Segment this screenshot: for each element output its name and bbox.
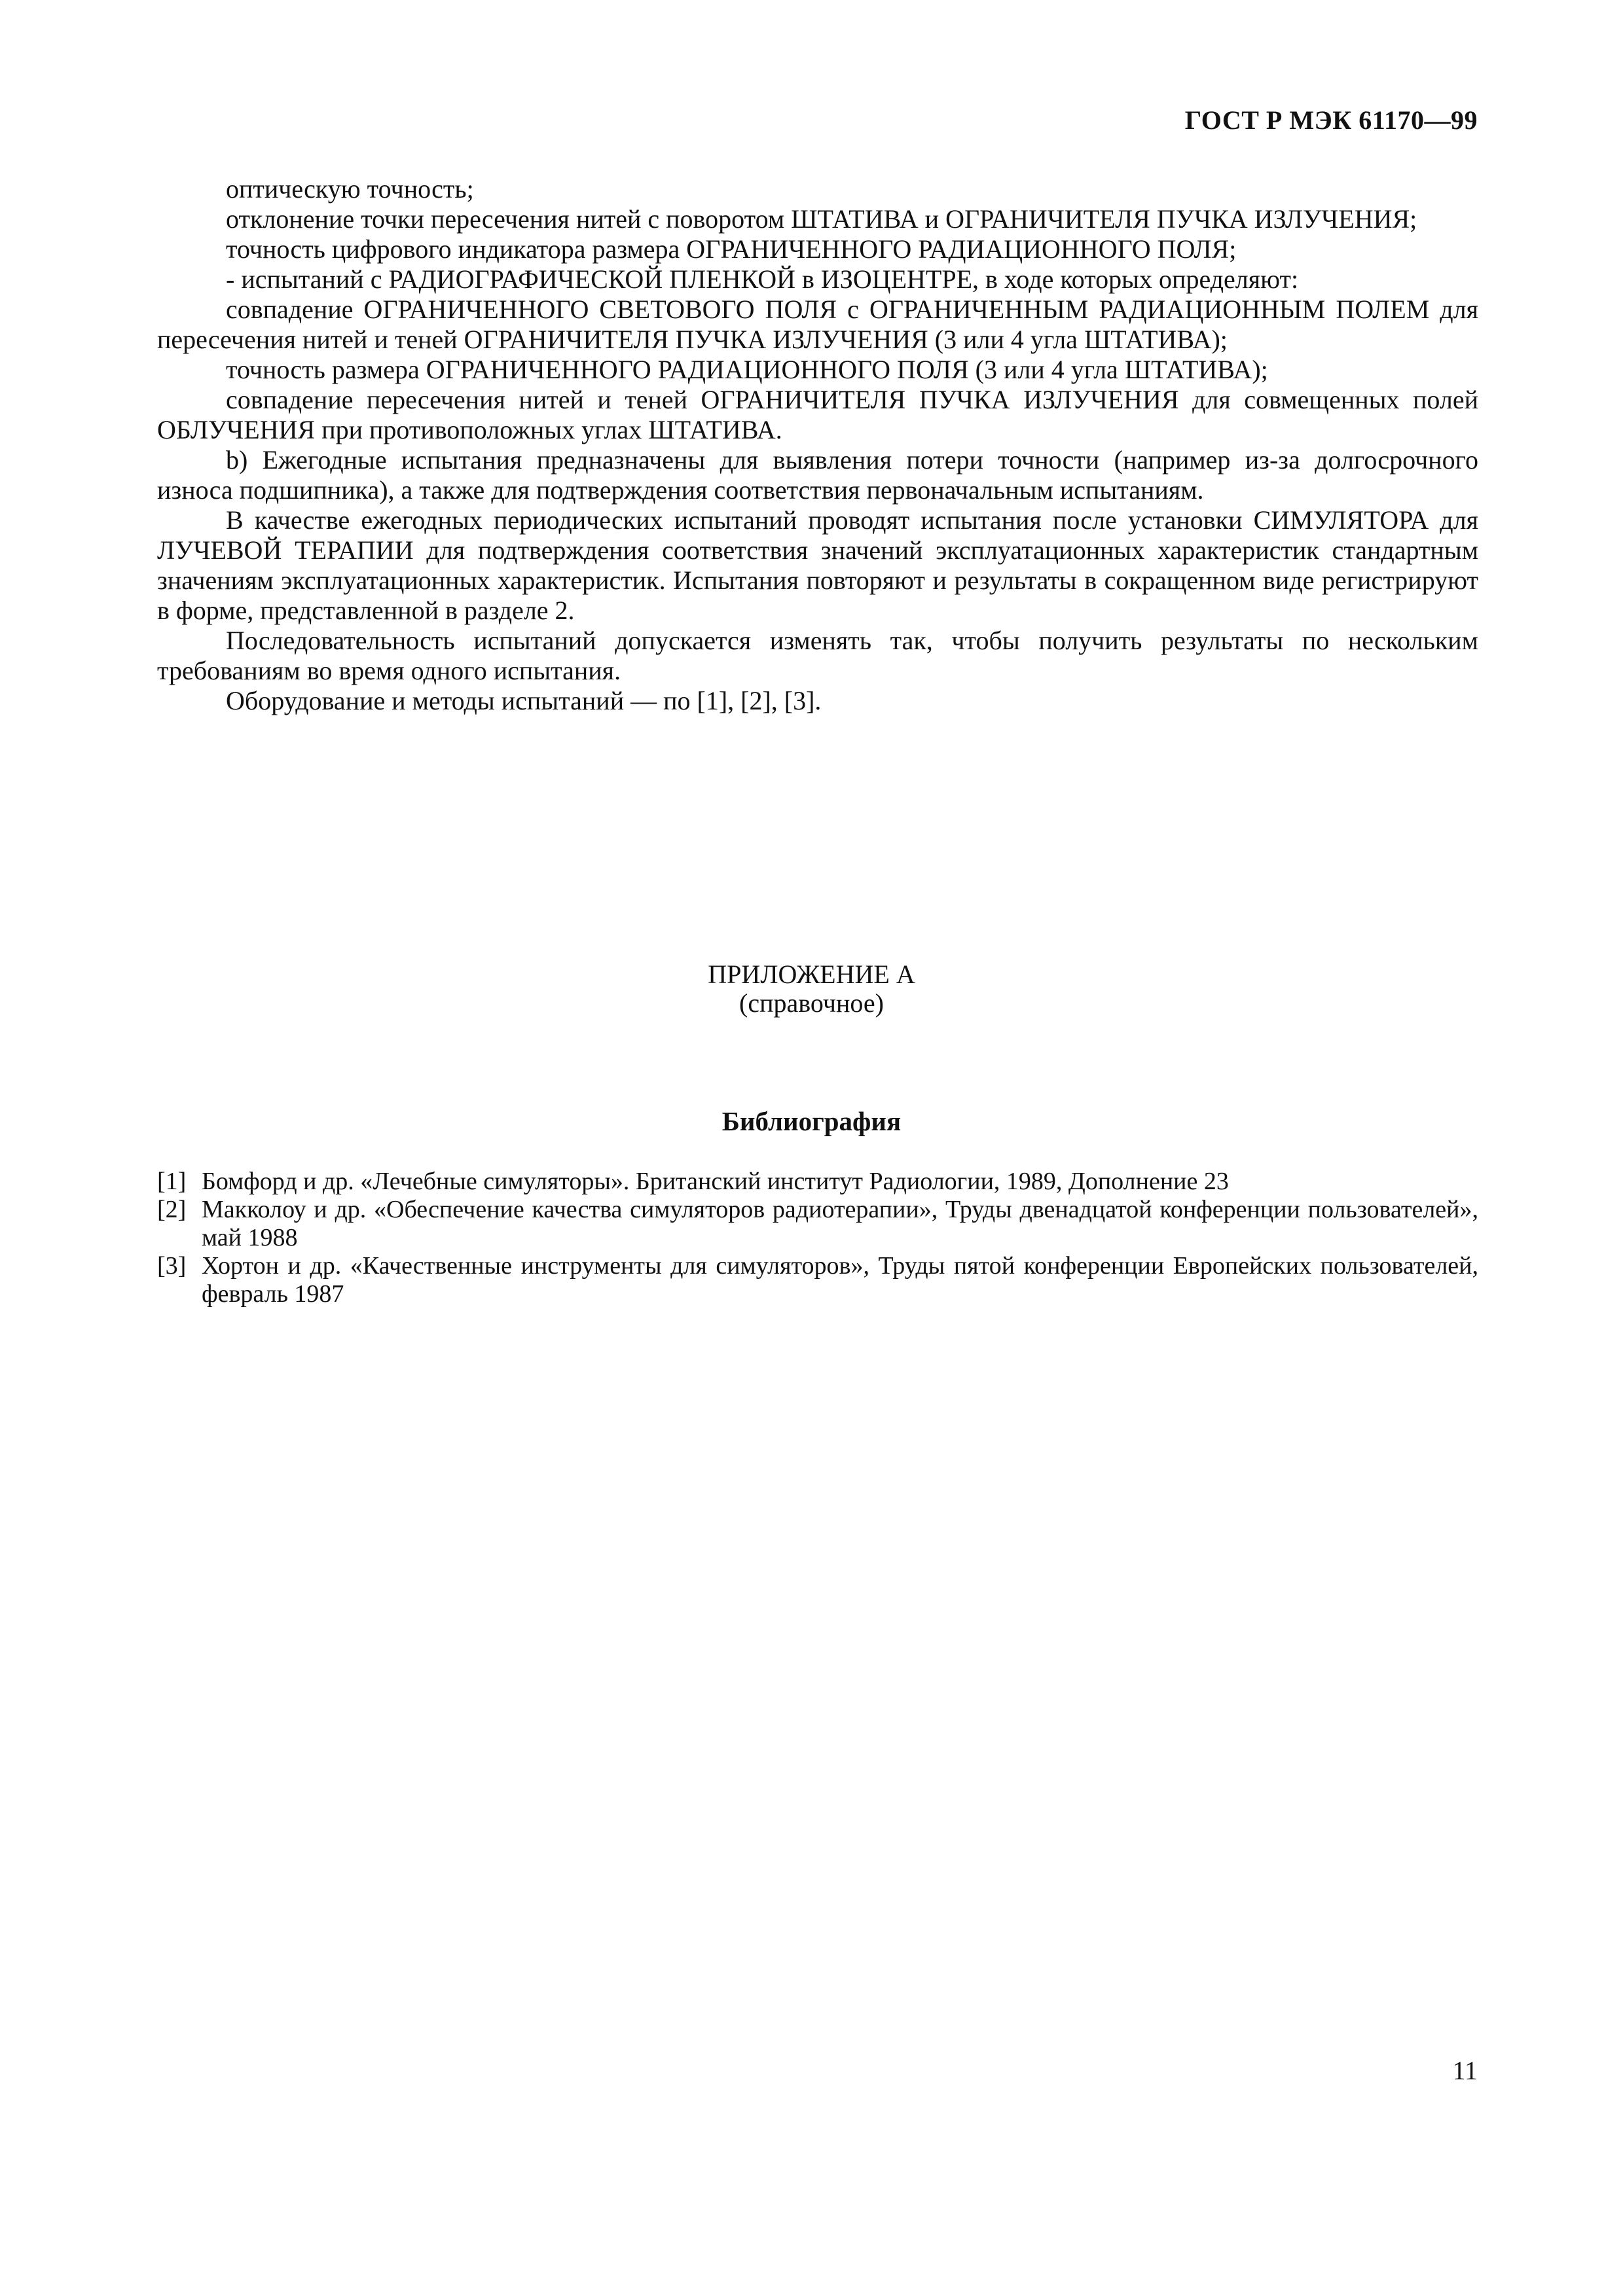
paragraph: совпадение пересечения нитей и теней ОГРАНИЧИТЕЛЯ ПУЧКА ИЗЛУЧЕНИЯ для совмещенных полей ОБЛУЧЕНИЯ при противоположных углах ШТАТИВА. bbox=[157, 385, 1478, 444]
paragraph: b) Ежегодные испытания предназначены для выявления потери точности (например из-за долгосрочного износа подшипника), а также для подтверждения соответствия первоначальным испытаниям. bbox=[157, 445, 1478, 505]
paragraph: оптическую точность; bbox=[226, 174, 474, 204]
bibliography-item-text: Бомфорд и др. «Лечебные симуляторы». Британский институт Радиологии, 1989, Дополнение 23 bbox=[202, 1168, 1229, 1195]
body-text bbox=[157, 174, 1478, 716]
bibliography-item-text: Хортон и др. «Качественные инструменты для симуляторов», Труды пятой конференции Европейских пользователей, февраль 1987 bbox=[202, 1252, 1478, 1308]
paragraph: точность цифрового индикатора размера ОГРАНИЧЕННОГО РАДИАЦИОННОГО ПОЛЯ; bbox=[226, 234, 1237, 264]
paragraph: совпадение ОГРАНИЧЕННОГО СВЕТОВОГО ПОЛЯ с ОГРАНИЧЕННЫМ РАДИАЦИОННЫМ ПОЛЕМ для пересечения нитей и теней ОГРАНИЧИТЕЛЯ ПУЧКА ИЗЛУЧЕНИЯ (3 или 4 угла ШТАТИВА); bbox=[157, 295, 1478, 354]
paragraph: точность размера ОГРАНИЧЕННОГО РАДИАЦИОННОГО ПОЛЯ (3 или 4 угла ШТАТИВА); bbox=[226, 355, 1268, 384]
paragraph: отклонение точки пересечения нитей с поворотом ШТАТИВА и ОГРАНИЧИТЕЛЯ ПУЧКА ИЗЛУЧЕНИЯ; bbox=[226, 204, 1417, 234]
bibliography-item-number: [1] bbox=[157, 1168, 187, 1195]
paragraph: Последовательность испытаний допускается изменять так, чтобы получить результаты по нескольким требованиям во время одного испытания. bbox=[157, 626, 1478, 685]
page-number: 11 bbox=[1452, 2056, 1478, 2085]
appendix-subtitle: (справочное) bbox=[739, 988, 884, 1018]
bibliography-item-number: [2] bbox=[157, 1196, 187, 1223]
appendix-title: ПРИЛОЖЕНИЕ А bbox=[708, 960, 915, 989]
bibliography-item bbox=[157, 1252, 1478, 1308]
bibliography-item bbox=[157, 1196, 1478, 1252]
bibliography-list bbox=[157, 1168, 1478, 1308]
paragraph: В качестве ежегодных периодических испытаний проводят испытания после установки СИМУЛЯТОРА для ЛУЧЕВОЙ ТЕРАПИИ для подтверждения соответствия значений эксплуатационных характеристик стандартным значениям эксплуатационных характеристик. Испытания повторяют и результаты в сокращенном виде регистрируют в форме, представленной в разделе 2. bbox=[157, 505, 1478, 625]
paragraph: - испытаний с РАДИОГРАФИЧЕСКОЙ ПЛЕНКОЙ в ИЗОЦЕНТРЕ, в ходе которых определяют: bbox=[226, 264, 1299, 294]
bibliography-title: Библиография bbox=[721, 1106, 902, 1136]
document-code-header: ГОСТ Р МЭК 61170—99 bbox=[1184, 105, 1478, 135]
bibliography-item bbox=[157, 1168, 1478, 1196]
paragraph: Оборудование и методы испытаний — по [1], [2], [3]. bbox=[226, 686, 822, 715]
bibliography-item-number: [3] bbox=[157, 1252, 187, 1280]
bibliography-item-text: Макколоу и др. «Обеспечение качества симуляторов радиотерапии», Труды двенадцатой конференции пользователей», май 1988 bbox=[202, 1196, 1478, 1251]
